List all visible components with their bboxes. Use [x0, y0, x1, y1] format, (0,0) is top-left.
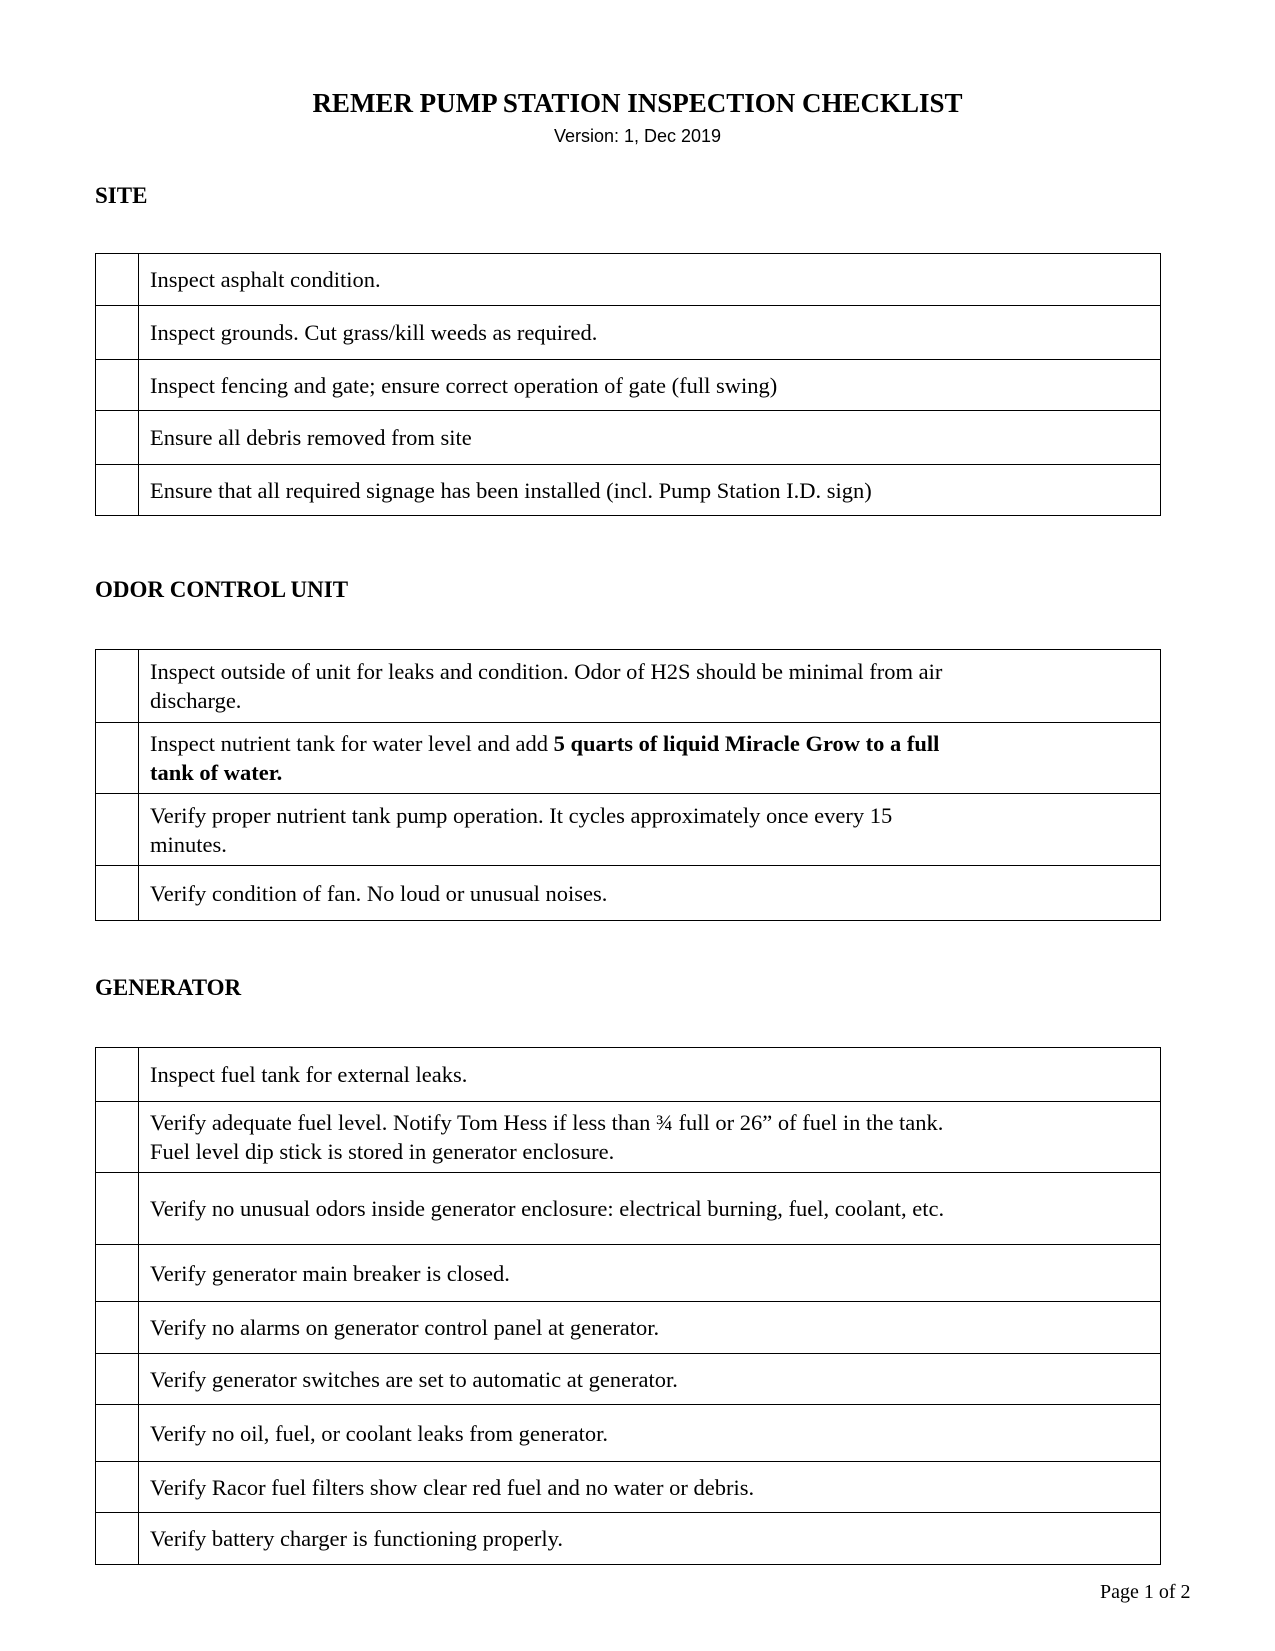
- checklist-row: [96, 1172, 1160, 1244]
- checkbox-cell[interactable]: [96, 650, 139, 722]
- checkbox-cell[interactable]: [96, 1102, 139, 1172]
- checklist-row: [96, 793, 1160, 865]
- checklist-row: [96, 1512, 1160, 1564]
- item-cell: [139, 360, 1160, 410]
- item-cell: [139, 411, 1160, 464]
- checkbox-cell[interactable]: [96, 1354, 139, 1404]
- checklist-generator: [95, 1047, 1161, 1565]
- checklist-row: [96, 865, 1160, 920]
- checkbox-cell[interactable]: [96, 794, 139, 865]
- item-text: Inspect fuel tank for external leaks.: [150, 1062, 468, 1087]
- checklist-row: [96, 254, 1160, 305]
- checklist-row: [96, 464, 1160, 515]
- section-heading-generator: GENERATOR: [95, 975, 242, 1000]
- checkbox-cell[interactable]: [96, 1462, 139, 1512]
- item-text-emphasis: 5 quarts of liquid Miracle Grow to a full tank of water.: [150, 731, 940, 785]
- item-text: Verify no oil, fuel, or coolant leaks from generator.: [150, 1420, 608, 1446]
- checklist-row: [96, 722, 1160, 793]
- item-text: Verify Racor fuel filters show clear red fuel and no water or debris.: [150, 1474, 755, 1500]
- checkbox-cell[interactable]: [96, 1405, 139, 1461]
- item-text: Verify battery charger is functioning properly.: [150, 1526, 563, 1551]
- checkbox-cell[interactable]: [96, 1245, 139, 1301]
- item-text: Ensure all debris removed from site: [150, 425, 472, 450]
- item-cell: [139, 1102, 1160, 1172]
- section-heading-site: SITE: [95, 183, 148, 208]
- checklist-odor-control-unit: [95, 649, 1161, 921]
- checkbox-cell[interactable]: [96, 1302, 139, 1353]
- item-text: Inspect outside of unit for leaks and condition. Odor of H2S should be minimal from air discharge.: [150, 659, 943, 713]
- checklist-row: [96, 359, 1160, 410]
- checkbox-cell[interactable]: [96, 411, 139, 464]
- item-text: Verify no unusual odors inside generator enclosure: electrical burning, fuel, coolant, etc.: [150, 1196, 945, 1221]
- item-cell: [139, 1173, 1160, 1244]
- checklist-row: [96, 1353, 1160, 1404]
- section-heading-odor-control-unit: ODOR CONTROL UNIT: [95, 577, 349, 602]
- item-cell: [139, 1302, 1160, 1353]
- item-text: Verify generator main breaker is closed.: [150, 1260, 510, 1286]
- item-text-regular: Inspect nutrient tank for water level and add: [150, 731, 554, 756]
- checkbox-cell[interactable]: [96, 360, 139, 410]
- item-cell: [139, 1405, 1160, 1461]
- checkbox-cell[interactable]: [96, 1513, 139, 1564]
- item-text: Inspect grounds. Cut grass/kill weeds as required.: [150, 320, 598, 345]
- item-text: Ensure that all required signage has been installed (incl. Pump Station I.D. sign): [150, 477, 872, 503]
- checklist-row: [96, 1244, 1160, 1301]
- item-text: Verify adequate fuel level. Notify Tom Hess if less than ¾ full or 26” of fuel in the tank. Fuel level dip stick is stored in generator enclosure.: [150, 1110, 944, 1164]
- checkbox-cell[interactable]: [96, 1048, 139, 1101]
- item-cell: [139, 1354, 1160, 1404]
- item-text: Verify condition of fan. No loud or unusual noises.: [150, 880, 608, 906]
- checklist-site: [95, 253, 1161, 516]
- item-cell: [139, 1513, 1160, 1564]
- checklist-row: [96, 1101, 1160, 1172]
- checklist-row: [96, 410, 1160, 464]
- checkbox-cell[interactable]: [96, 306, 139, 359]
- item-cell: [139, 723, 1160, 793]
- checklist-row: [96, 305, 1160, 359]
- item-cell: [139, 866, 1160, 920]
- checklist-row: [96, 1048, 1160, 1101]
- item-cell: [139, 306, 1160, 359]
- checkbox-cell[interactable]: [96, 465, 139, 515]
- checklist-row: [96, 1301, 1160, 1353]
- item-text: Verify generator switches are set to automatic at generator.: [150, 1366, 678, 1392]
- checklist-row: [96, 1404, 1160, 1461]
- item-cell: [139, 1048, 1160, 1101]
- item-text: Inspect fencing and gate; ensure correct operation of gate (full swing): [150, 372, 778, 398]
- item-text: Verify proper nutrient tank pump operation. It cycles approximately once every 15 minutes.: [150, 802, 893, 857]
- item-cell: [139, 465, 1160, 515]
- page-number: Page 1 of 2: [1100, 1581, 1191, 1603]
- item-cell: [139, 1462, 1160, 1512]
- checklist-row: [96, 1461, 1160, 1512]
- checkbox-cell[interactable]: [96, 1173, 139, 1244]
- checkbox-cell[interactable]: [96, 866, 139, 920]
- item-cell: [139, 794, 1160, 865]
- checklist-row: [96, 650, 1160, 722]
- version-label: Version: 1, Dec 2019: [553, 126, 722, 146]
- item-cell: [139, 650, 1160, 722]
- checkbox-cell[interactable]: [96, 723, 139, 793]
- document-title: REMER PUMP STATION INSPECTION CHECKLIST: [312, 88, 963, 118]
- checkbox-cell[interactable]: [96, 254, 139, 305]
- item-cell: [139, 254, 1160, 305]
- item-cell: [139, 1245, 1160, 1301]
- item-text: Verify no alarms on generator control panel at generator.: [150, 1315, 660, 1340]
- item-text: Inspect asphalt condition.: [150, 267, 381, 292]
- item-text: [150, 729, 970, 787]
